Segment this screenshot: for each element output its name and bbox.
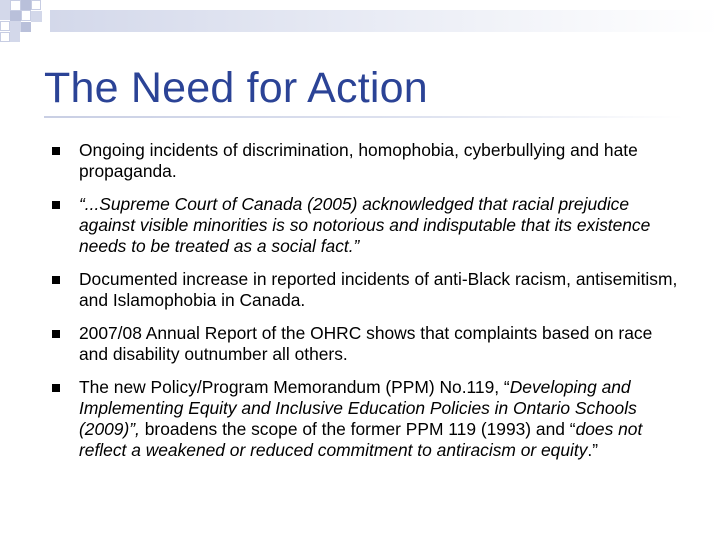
bullet-square-icon	[52, 147, 60, 155]
bullet-item	[0, 323, 720, 365]
slide-title: The Need for Action	[44, 64, 428, 112]
bullet-text-italic: “...Supreme Court of Canada (2005) acknowledged that racial prejudice against visible minorities is so notorious and indisputable that its existence needs to be treated as a social fact.”	[79, 194, 651, 256]
bullet-text: 2007/08 Annual Report of the OHRC shows that complaints based on race and disability outnumber all others.	[79, 323, 653, 364]
decor-square	[0, 0, 10, 10]
bullet-square-icon	[52, 276, 60, 284]
decor-square	[10, 21, 21, 32]
bullet-text: .”	[587, 440, 599, 460]
bullet-item	[0, 377, 720, 461]
decor-square	[0, 21, 10, 31]
bullet-item	[0, 269, 720, 311]
bullet-item	[0, 140, 720, 182]
decor-square	[21, 10, 31, 21]
bullet-text: broadens the scope of the former PPM 119 (1993) and “	[139, 419, 576, 439]
bullet-text: Ongoing incidents of discrimination, homophobia, cyberbullying and hate propaganda.	[79, 140, 638, 181]
header-band	[50, 10, 720, 32]
decor-square	[0, 10, 10, 20]
bullet-square-icon	[52, 330, 60, 338]
decor-square	[10, 0, 21, 11]
decor-square	[10, 11, 21, 21]
bullet-item	[0, 194, 720, 257]
decor-square	[31, 11, 42, 22]
title-divider	[44, 116, 684, 118]
decor-square	[10, 32, 20, 42]
bullet-square-icon	[52, 201, 60, 209]
bullet-text-italic: Developing and Implementing Equity and Inclusive Education Policies in Ontario Schools (2009)”,	[79, 377, 637, 439]
decor-square	[21, 22, 31, 32]
decor-square	[21, 0, 31, 10]
bullet-text: Documented increase in reported incidents of anti-Black racism, antisemitism, and Islamophobia in Canada.	[79, 269, 678, 310]
bullet-list	[0, 140, 720, 473]
bullet-text: The new Policy/Program Memorandum (PPM) No.119, “	[79, 377, 510, 397]
bullet-text-italic: does not reflect a weakened or reduced commitment to antiracism or equity	[79, 419, 643, 460]
decor-square	[31, 0, 41, 10]
decor-square	[0, 32, 10, 42]
bullet-square-icon	[52, 384, 60, 392]
